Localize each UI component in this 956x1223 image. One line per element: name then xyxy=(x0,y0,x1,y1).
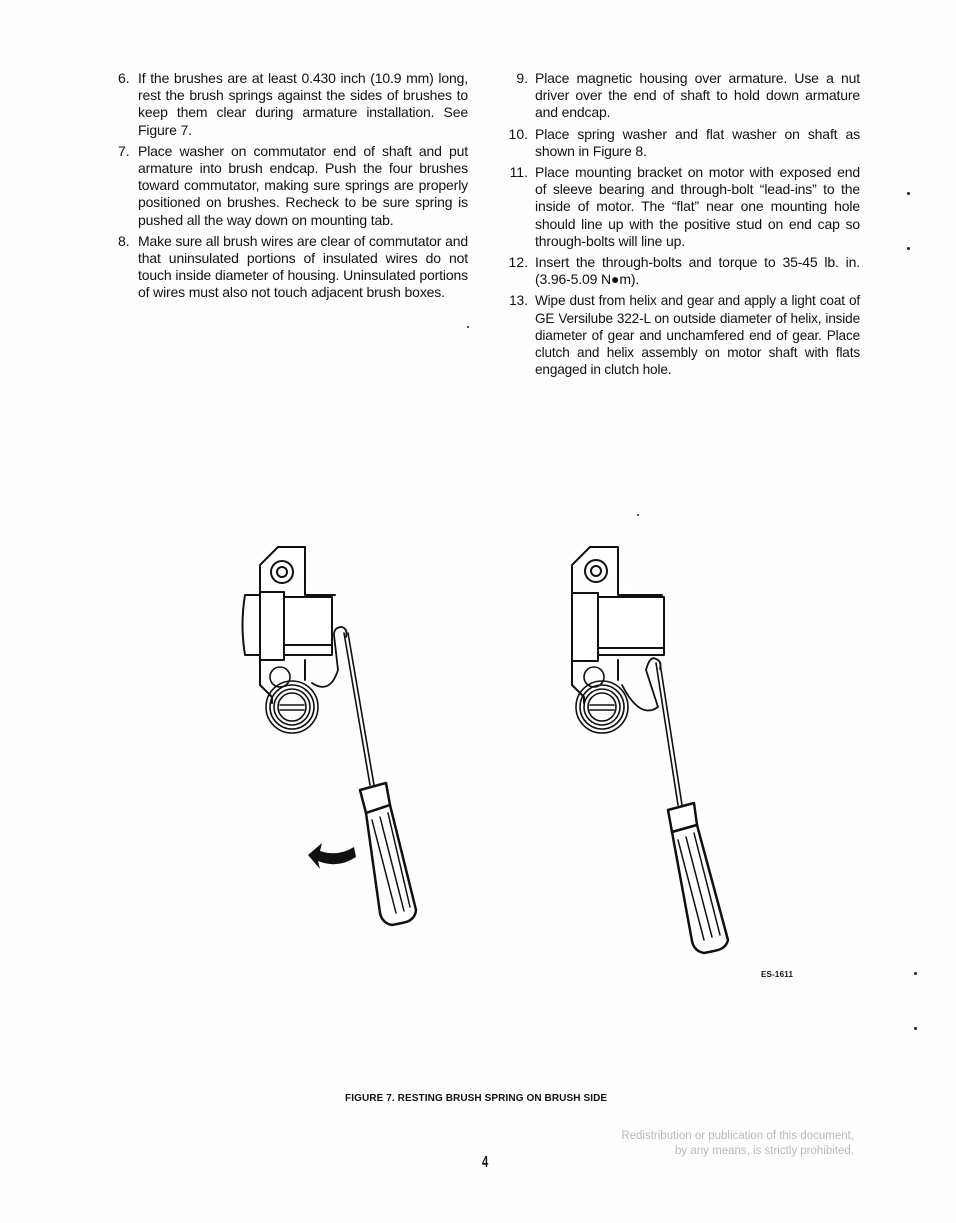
step-number: 8. xyxy=(118,232,130,249)
step-text: Place magnetic housing over armature. Use a nut driver over the end of shaft to hold down armature and endcap. xyxy=(535,70,860,121)
step-number: 7. xyxy=(118,142,130,159)
page-number: 4 xyxy=(482,1154,489,1171)
step-text: If the brushes are at least 0.430 inch (10.9 mm) long, rest the brush springs against the sides of brushes to keep them clear during armature installation. See Figure 7. xyxy=(138,70,468,138)
watermark xyxy=(621,1129,854,1158)
screwdriver-handle xyxy=(360,783,416,925)
step-number: 12. xyxy=(508,254,528,271)
rotation-arrow-icon xyxy=(308,843,356,869)
step-7 xyxy=(118,143,468,229)
scan-speck xyxy=(467,326,469,328)
coil-spring xyxy=(576,681,628,733)
watermark-line-2: by any means, is strictly prohibited. xyxy=(675,1144,854,1157)
step-6 xyxy=(118,70,468,139)
step-number: 13. xyxy=(509,293,528,309)
step-10 xyxy=(500,126,860,160)
scan-speck xyxy=(907,247,910,250)
step-9 xyxy=(500,70,860,122)
step-number: 10. xyxy=(508,125,528,142)
scan-speck xyxy=(637,514,639,516)
scan-speck xyxy=(914,1027,917,1030)
left-column xyxy=(118,70,468,306)
illustration-spring-lifted xyxy=(230,535,450,935)
step-number: 9. xyxy=(516,70,528,86)
scan-speck xyxy=(914,972,917,975)
step-number: 6. xyxy=(118,70,130,86)
step-text: Insert the through-bolts and torque to 35-45 lb. in. (3.96-5.09 N●m). xyxy=(535,254,860,288)
step-text: Wipe dust from helix and gear and apply a light coat of GE Versilube 322-L on outside diameter of helix, inside diameter of gear and unchamfered end of gear. Place clutch and helix assembly on motor shaft with flats engaged in clutch hole. xyxy=(535,293,860,378)
scan-speck xyxy=(907,192,910,195)
step-text: Make sure all brush wires are clear of commutator and that uninsulated portions of insulated wires do not touch inside diameter of housing. Uninsulated portions of wires must also not touch adjacent brush boxes. xyxy=(138,232,468,301)
step-12 xyxy=(500,254,860,288)
figure-caption: FIGURE 7. RESTING BRUSH SPRING ON BRUSH SIDE xyxy=(345,1093,608,1104)
watermark-line-1: Redistribution or publication of this document, xyxy=(621,1130,854,1142)
step-13 xyxy=(500,292,860,378)
coil-spring xyxy=(266,681,318,733)
step-8 xyxy=(118,233,468,302)
step-text: Place mounting bracket on motor with exposed end of sleeve bearing and through-bolt “lead-ins” to the inside of motor. The “flat” near one mounting hole should line up with the positive stud on end cap so through-bolts will line up. xyxy=(535,164,860,249)
figure-code: ES-1611 xyxy=(761,970,794,979)
step-number: 11. xyxy=(509,164,528,181)
step-text: Place spring washer and flat washer on shaft as shown in Figure 8. xyxy=(535,125,860,159)
right-column xyxy=(500,70,860,382)
step-11 xyxy=(500,164,860,250)
illustration-spring-resting xyxy=(550,535,770,955)
step-text: Place washer on commutator end of shaft and put armature into brush endcap. Push the four brushes toward commutator, making sure springs are properly positioned on brushes. Recheck to be sure spring is pushed all the way down on mounting tab. xyxy=(138,142,468,228)
screwdriver-handle xyxy=(668,803,728,953)
